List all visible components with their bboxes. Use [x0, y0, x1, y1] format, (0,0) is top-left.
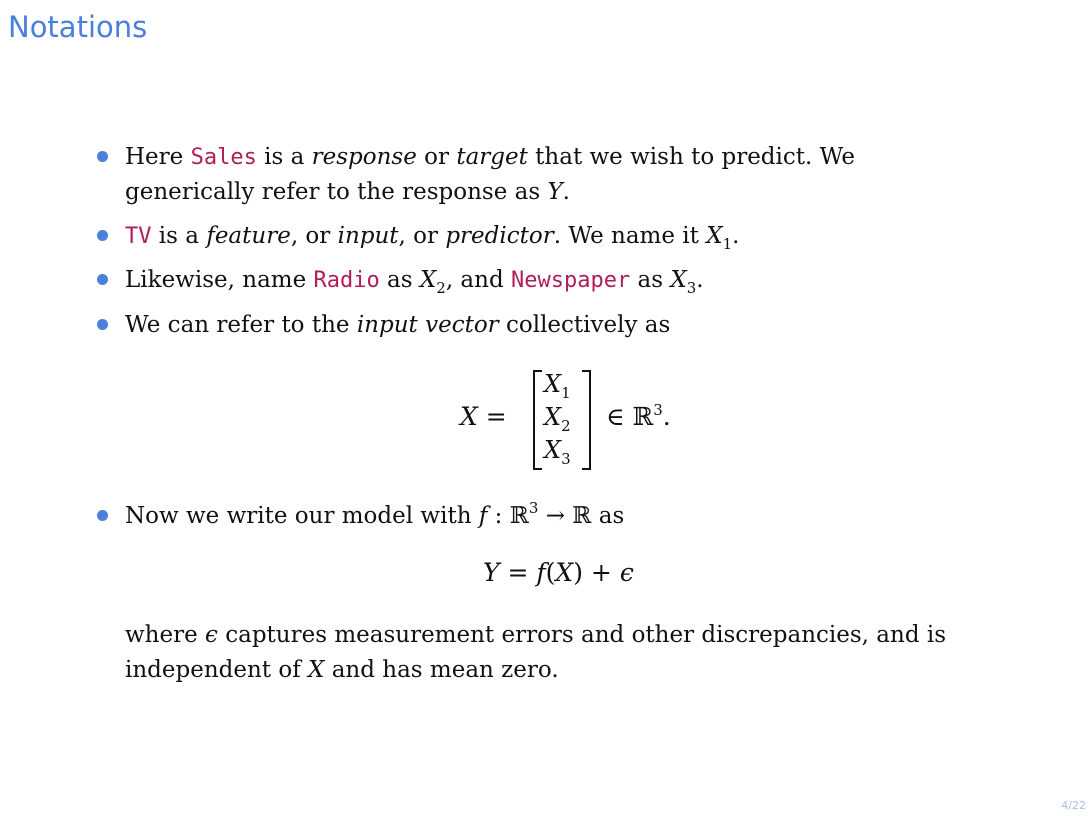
bullet-1-line-1 — [125, 140, 855, 175]
bullet-marker — [97, 151, 108, 162]
emphasis-feature: feature — [206, 223, 291, 249]
text: We can refer to the — [125, 312, 357, 338]
math-x3 — [670, 267, 697, 297]
vector-entry-2 — [544, 403, 571, 435]
text: is a — [256, 144, 312, 170]
math-y: Y — [547, 179, 563, 205]
emphasis-predictor: predictor — [445, 223, 554, 249]
math-y: Y — [483, 558, 500, 587]
text: generically refer to the response as — [125, 179, 548, 205]
arrow-symbol: → — [538, 503, 573, 529]
math-f: f — [536, 558, 546, 587]
element-of-symbol: ∈ — [606, 402, 633, 431]
math-epsilon: ϵ — [619, 558, 634, 587]
equation-vector-lhs — [460, 402, 507, 431]
text: , or — [290, 223, 338, 249]
reals-symbol: ℝ — [632, 402, 654, 431]
text: and has mean zero. — [324, 657, 559, 683]
code-sales: Sales — [190, 145, 257, 170]
math-x: X — [555, 558, 574, 587]
page-number: 4/22 — [1061, 799, 1086, 812]
text: collectively as — [498, 312, 671, 338]
left-bracket — [533, 370, 542, 470]
text: Now we write our model with — [125, 503, 479, 529]
math-subscript: 2 — [436, 279, 446, 297]
vector-entry-1 — [544, 370, 571, 402]
bullet-marker — [97, 510, 108, 521]
right-bracket — [582, 370, 591, 470]
bullet-marker — [97, 274, 108, 285]
math-var: X — [544, 436, 562, 464]
code-radio: Radio — [313, 268, 380, 293]
text: , and — [445, 267, 511, 293]
text: where — [125, 622, 206, 648]
math-superscript: 3 — [528, 499, 539, 517]
vector-entry-3 — [544, 436, 571, 468]
text: . — [562, 179, 570, 205]
bullet-marker — [97, 319, 108, 330]
equals-sign: = — [499, 558, 537, 587]
text: as — [630, 267, 671, 293]
math-subscript: 3 — [686, 279, 697, 297]
emphasis-input: input — [337, 223, 399, 249]
text: is a — [151, 223, 207, 249]
math-var: X — [544, 403, 562, 431]
emphasis-target: target — [456, 144, 528, 170]
code-newspaper: Newspaper — [511, 268, 631, 293]
bullet-2-line — [125, 219, 739, 256]
math-x: X — [460, 402, 478, 431]
text: or — [416, 144, 457, 170]
paragraph-line-2 — [125, 653, 559, 688]
math-var: X — [544, 370, 562, 398]
bullet-3-line — [125, 263, 704, 300]
math-subscript: 3 — [561, 450, 571, 468]
text: . — [696, 267, 704, 293]
math-epsilon: ϵ — [205, 622, 218, 648]
bullet-1-line-2 — [125, 175, 570, 210]
math-subscript: 2 — [561, 417, 571, 435]
text: . We name it — [553, 223, 707, 249]
equals-sign: = — [477, 402, 507, 431]
code-tv: TV — [125, 224, 152, 249]
math-x1 — [706, 223, 733, 253]
emphasis-response: response — [311, 144, 417, 170]
text: , or — [398, 223, 446, 249]
math-var: X — [670, 267, 687, 293]
text: as — [379, 267, 420, 293]
text: captures measurement errors and other discrepancies, and is — [217, 622, 947, 648]
plus-sign: + — [582, 558, 620, 587]
bullet-marker — [97, 230, 108, 241]
math-f: f — [478, 503, 488, 529]
paren: ) — [573, 558, 583, 587]
emphasis-input-vector: input vector — [356, 312, 499, 338]
math-x2 — [419, 267, 446, 297]
text: . — [732, 223, 740, 249]
text: independent of — [125, 657, 309, 683]
slide-title: Notations — [8, 10, 148, 44]
math-subscript: 1 — [561, 384, 571, 402]
text: as — [591, 503, 625, 529]
math-var: X — [706, 223, 723, 249]
paragraph-line-1 — [125, 618, 946, 653]
math-subscript: 1 — [722, 235, 733, 253]
bullet-5-line — [125, 499, 624, 536]
math-x: X — [308, 657, 325, 683]
text: . — [662, 402, 671, 431]
column-vector — [533, 370, 591, 468]
paren: ( — [545, 558, 556, 587]
bullet-4-line — [125, 308, 670, 343]
text: Here — [125, 144, 191, 170]
math-superscript: 3 — [653, 401, 663, 419]
math-var: X — [419, 267, 437, 293]
reals-symbol: ℝ — [509, 503, 529, 529]
reals-symbol: ℝ — [572, 503, 592, 529]
text: that we wish to predict. We — [527, 144, 856, 170]
equation-model — [483, 558, 634, 587]
colon: : — [487, 503, 510, 529]
text: Likewise, name — [125, 267, 314, 293]
equation-vector-rhs — [606, 402, 671, 431]
